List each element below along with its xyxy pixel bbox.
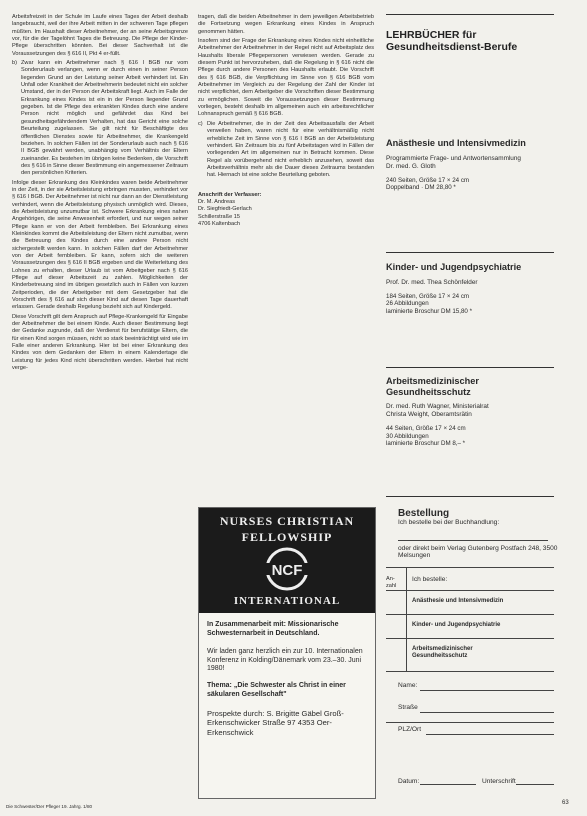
column-left	[12, 14, 188, 375]
book-entry[interactable]	[386, 262, 556, 315]
ncf-logo-text: NCF	[271, 562, 303, 579]
col-anzahl: An-zahl	[386, 576, 397, 589]
book-author: Christa Weight, Oberamtsrätin	[386, 411, 472, 418]
date-label: Datum:	[398, 778, 420, 785]
col2-para: Insofern sind der Frage der Erkrankung eines Kindes nicht einheitliche Arbeitnehmer der Arbeitnehmer in der Regel nicht auf Arbeitsplatz des Haushalts liberale Pflegepersonen verwiesen werden. Gerade zu diesem Punkt ist hervorzuheben, daß die Regelung in § 616 nicht die Pflege durch andere Personen des Haushalts erlaubt. Die Vorschrift des § 616 BGB, die Verpflichtung im Sinne von § 616 BGB vom Arbeitnehmer im Vergleich zu der Regelung der Zahl der Kinder ist nicht verpflichtet, dem Arbeitgeber die Vorschriften dieser Bestimmung zu ermöglichen. Soweit die Voraussetzungen dieser Bestimmung vorliegen, besteht deshalb im allgemeinen auch ein arbeitsrechtlicher Lohnanspruch gemäß § 616 BGB.	[198, 38, 374, 118]
street-label: Straße	[398, 704, 418, 711]
row-line	[386, 614, 554, 615]
col1-para: Diese Vorschrift gilt dem Anspruch auf Pflege-Krankengeld für Eingabe der Arbeitnehmer die bei einem Kinde. Auch dieser Bestimmung liegt der Gedanke zugrunde, daß der Verdienst für berufstätige Eltern, die für einen Kind sorgen müssen, nicht so stark beeinträchtigt wird wie im Falle einer anderen Erkrankung. Hier ist bei einer Erkrankung des Kindes von dem Gedanken der Eltern in einem Kalendertage die Leistung für jedes Kind nicht überschritten werden. Hierbei hat nicht verge-	[12, 313, 188, 372]
col1-item-b	[12, 60, 188, 178]
city-field[interactable]	[426, 734, 554, 735]
order-line2: oder direkt beim Verlag Gutenberg Postfach 248, 3500 Melsungen	[398, 545, 558, 559]
order-item[interactable]: Kinder- und Jugendpsychiatrie	[412, 622, 501, 628]
book-title: Arbeitsmedizinischer Gesundheitsschutz	[386, 376, 479, 397]
book-detail: 26 Abbildungen	[386, 300, 429, 308]
book-detail: laminierte Broschur DM 15,80 *	[386, 307, 472, 315]
ad-theme	[207, 682, 369, 699]
ad-theme-text: „Die Schwester als Christ in einer säkularen Gesellschaft"	[207, 681, 346, 698]
page-number: 63	[562, 800, 569, 806]
order-line1: Ich bestelle bei der Buchhandlung:	[398, 519, 500, 526]
col2-item-c	[198, 121, 374, 180]
row-line	[386, 671, 554, 672]
divider	[386, 367, 554, 368]
book-author: Dr. med. G. Gloth	[386, 162, 436, 170]
bookshop-field[interactable]	[398, 540, 548, 541]
book-title: Kinder- und Jugendpsychiatrie	[386, 262, 522, 272]
ad-banner	[199, 508, 375, 613]
book-detail: 44 Seiten, Größe 17 × 24 cm	[386, 425, 466, 432]
footer-left: Die Schwester/Der Pfleger 19. Jahrg. 1/80	[6, 804, 93, 809]
ad-line2: FELLOWSHIP	[241, 530, 333, 544]
ad-body	[207, 621, 369, 737]
book-entry[interactable]	[386, 138, 556, 192]
order-form	[386, 508, 560, 790]
order-item[interactable]: Arbeitsmedizinischer Gesundheitsschutz	[412, 646, 473, 659]
author-line: Dr. M. Andreas	[198, 198, 235, 205]
ad-line1: NURSES CHRISTIAN	[219, 514, 355, 528]
item-text: Zwar kann ein Arbeitnehmer nach § 616 I BGB nur vom Sonderurlaub verlangen, wenn er durch einen in seiner Person liegenden Grund an der Leistung seiner Arbeit verhindert ist. Ein Unfall oder Krankheit der Arbeitnehmerin bedeutet nicht ein solcher Umstand, der in der Person der Arbeitskraft liegt. Auch im Falle der Erkrankung eines Kindes ist ein in der Person liegender Grund gegeben. Ist die Pflege des erkrankten Kindes durch eine andere Person nicht möglich und gefährdet das Kind bei gesundheitsgefährdendem Verhalten, hat das Gericht eine solche Beurteilung zugelassen. Sie gilt nicht für Beschäftigte des öffentlichen Dienstes sowie für Arbeitnehmer, die Krankengeld beziehen. In solchen Fällen ist der Sonderurlaub auch nach § 616 II BGB gewährt werden, unabhängig vom Verhältnis der Eltern zueinander. Es bestehen im übrigen keine Bedenken, die Vorschrift des § 616 in Sinne dieser Bestimmung ein angemessener Zeitraum den persönlichen Kriterien.	[21, 60, 188, 177]
divider	[386, 496, 554, 497]
street-field[interactable]	[420, 712, 554, 713]
book-title: Anästhesie und Intensivmedizin	[386, 138, 526, 148]
order-title: Bestellung	[398, 508, 450, 519]
divider	[386, 14, 554, 15]
ncf-logo-icon	[257, 546, 317, 592]
date-field[interactable]	[420, 784, 476, 785]
book-detail: Doppelband · DM 28,80 *	[386, 184, 456, 192]
ad-theme-label: Thema:	[207, 681, 232, 689]
name-field[interactable]	[420, 690, 554, 691]
name-label: Name:	[398, 682, 418, 689]
divider	[386, 722, 554, 723]
book-author: Programmierte Frage- und Antwortensammlung	[386, 154, 521, 162]
city-label: PLZ/Ort	[398, 726, 422, 733]
author-address	[198, 192, 374, 229]
author-title: Anschrift der Verfasser:	[198, 191, 262, 198]
item-label: b)	[12, 60, 17, 67]
col1-intro: Arbeitsfreizeit in der Schule im Laufe eines Tages der Arbeit deshalb langebraucht, weil der ihre Arbeit mitten in der schweren Tage pflegen müßten. Im Haushalt dieser Arbeitnehmer, der an seine Arbeitsgrenze vor, für die der Tagelöhnt Tages die Betreuung. Die Pflege der Kinder-Pflege überschritten könnten. Bei dieser Sachverhalt ist die Voraussetzungen des § 616 II, Pkt 4 er-füllt.	[12, 14, 188, 57]
signature-label: Unterschrift	[482, 778, 516, 785]
author-line: 4706 Kaltenbach	[198, 220, 240, 227]
ad-contact: Prospekte durch: S. Brigitte Gäbel Groß-Erkenschwicker Straße 97 4353 Oer-Erkenschwick	[207, 709, 344, 737]
book-entry[interactable]	[386, 376, 556, 448]
col-titel: Ich bestelle:	[412, 576, 448, 583]
item-text: Die Arbeitnehmer, die in der Zeit des Arbeitsausfalls der Arbeit verweilen haben, waren nicht für eine verhältnismäßig nicht erhebliche Zeit im Sinne von § 616 I BGB an der Arbeitsleistung verhindert. Ein Zeitraum bis zu fünf Arbeitstagen wird in Fällen der vorliegenden Art im allgemeinen nur in Betracht kommen. Diese Regel als vorübergehend nicht erheblich anzusehen, soweit das Arbeitsverhältnis mehr als die Dauer dieses Zeitraums bestanden hat. Hiernach ist eine solche Beurteilung geboten.	[207, 120, 374, 179]
col1-para: Infolge dieser Erkrankung des Kleinkindes waren beide Arbeitnehmer in der Zeit, in der sie Arbeitsleistung erbringen mussten, verhindert vor § 616 I BGB. Der Arbeitnehmer ist nicht nur dann an der Dienstleistung verhindert, wenn die Arbeitsleistung physisch unmöglich wird. Dieses, die Arbeitsleistung unzumutbar ist. Schwere Erkrankung eines nahen Angehörigen, die seine Anwesenheit erfordert, und nur wegen seiner Pflege kann er von der Arbeit fernbleiben. Bei Erkrankung eines Kleinkindes kommt die Arbeitsleistung der Eltern nicht zumutbar, wenn die Betreuung des Kindes durch eine andere Person nicht sichergestellt werden kann. In solchen Fällen darf der Arbeitnehmer von der Arbeit fernbleiben. Er kann, sofern sich die weiteren Voraussetzungen des § 616 II BGB ergeben und die Weiterleitung des Lohnes zu erhalten, dieser Urlaub ist vom Arbeitgeber nach § 616 Pflege auf dieser Arbeitszeit zu zahlen. Möglichkeiten der Kinderbetreuung sind im übrigen gesetzlich auch in Fällen von kurzen Zeitperioden, die der Arbeitgeber mit dem Gesetzgeber hat die Vorschrift des § 616 auf sich dieser Kind auf diesen Tage dauerhaft erlassen. Gerade deshalb Regelung bezieht sich auf Kindergeld.	[12, 179, 188, 311]
book-detail: 184 Seiten, Größe 17 × 24 cm	[386, 292, 470, 300]
ncf-advertisement	[198, 507, 376, 799]
ad-invite: Wir laden ganz herzlich ein zur 10. Internationalen Konferenz in Kolding/Dänemark vom 23.–30. Juni 1980!	[207, 648, 363, 673]
signature-field[interactable]	[516, 784, 554, 785]
order-item[interactable]: Anästhesie und Intensivmedizin	[412, 598, 504, 604]
order-table	[386, 567, 554, 672]
item-label: c)	[198, 120, 203, 127]
books-header	[386, 30, 556, 53]
books-title: LEHRBÜCHER für Gesundheitsdienst-Berufe	[386, 29, 518, 53]
book-detail: 30 Abbildungen	[386, 432, 429, 440]
ad-line3: INTERNATIONAL	[233, 595, 341, 607]
address-block	[386, 680, 560, 790]
book-author: Prof. Dr. med. Thea Schönfelder	[386, 278, 478, 286]
ad-title: In Zusammenarbeit mit: Missionarische Schwesternarbeit in Deutschland.	[207, 621, 339, 637]
row-line	[386, 638, 554, 639]
divider	[386, 252, 554, 253]
col2-intro: tragen, daß die beiden Arbeitnehmer in dem jeweiligen Arbeitsbetrieb die Fortsetzung wegen Erkrankung eines Kindes in Anspruch genommen hätten.	[198, 14, 374, 35]
book-detail: 240 Seiten, Größe 17 × 24 cm	[386, 176, 470, 184]
column-middle	[198, 14, 374, 228]
table-divider	[406, 568, 407, 672]
book-detail: laminierte Broschur DM 8,– *	[386, 440, 466, 448]
author-line: Schillerstraße 15	[198, 213, 240, 220]
author-line: Dr. Siegfriedt-Gerlach	[198, 206, 252, 213]
row-line	[386, 590, 554, 591]
book-author: Dr. med. Ruth Wagner, Ministerialrat	[386, 403, 489, 410]
